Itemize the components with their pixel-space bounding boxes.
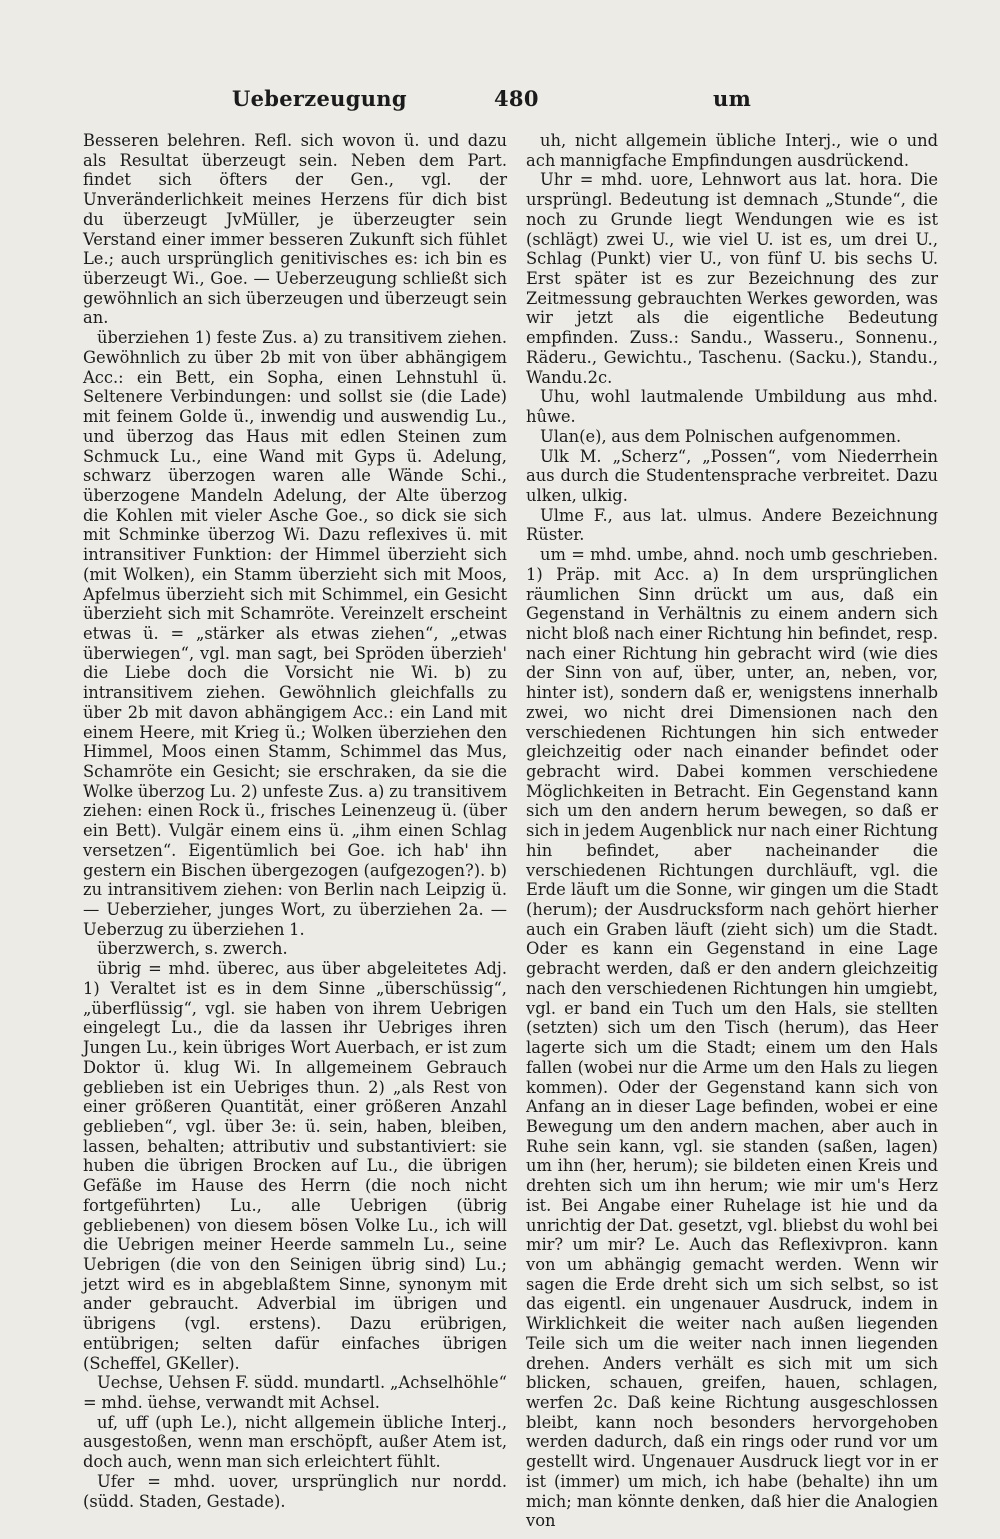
entry-ulme: Ulme F., aus lat. ulmus. Andere Bezeichnung Rüster. xyxy=(526,505,938,545)
left-column xyxy=(83,131,507,1511)
header-left-keyword: Ueberzeugung xyxy=(232,86,407,111)
entry-ufer: Ufer = mhd. uover, ursprünglich nur nordd. (südd. Staden, Gestade). xyxy=(83,1471,507,1511)
header-right-keyword: um xyxy=(713,86,752,111)
entry-uh: uh, nicht allgemein übliche Interj., wie o und ach mannigfache Empfindungen ausdrückend. xyxy=(526,131,938,170)
entry-continuation: Besseren belehren. Refl. sich wovon ü. und dazu als Resultat überzeugt sein. Neben dem Part. findet sich öfters der Gen., vgl. der Unveränderlichkeit meines Herzens für dich bist du überzeugt JvMüller, je überzeugter sein Verstand einer immer besseren Zukunft sich fühlet Le.; auch ursprünglich genitivisches es: ich bin es überzeugt Wi., Goe. — Ueberzeugung schließt sich gewöhnlich an sich überzeugen und überzeugt sein an. xyxy=(83,131,507,328)
entry-uhr: Uhr = mhd. uore, Lehnwort aus lat. hora. Die ursprüngl. Bedeutung ist demnach „Stunde“, die noch zu Grunde liegt Wendungen wie es ist (schlägt) zwei U., wie viel U. ist es, um drei U., Schlag (Punkt) vier U., von fünf U. bis sechs U. Erst später ist es zur Bezeichnung des zur Zeitmessung gebrauchten Werkes geworden, was wir jetzt als die eigentliche Bedeutung empfinden. Zuss.: Sandu., Wasseru., Sonnenu., Räderu., Gewichtu., Taschenu. (Sacku.), Standu., Wandu.2c. xyxy=(526,170,938,387)
running-header xyxy=(0,86,1000,116)
entry-ueberziehen: überziehen 1) feste Zus. a) zu transitivem ziehen. Gewöhnlich zu über 2b mit von über abhängigem Acc.: ein Bett, ein Sopha, einen Lehnstuhl ü. Seltenere Verbindungen: und sollst sie (die Lade) mit feinem Golde ü., inwendig und auswendig Lu., und überzog das Haus mit edlen Steinen zum Schmuck Lu., eine Wand mit Gyps ü. Adelung, schwarz überzogen waren alle Wände Schi., überzogene Mandeln Adelung, der Alte überzog die Kohlen mit vieler Asche Goe., so dick sie sich mit Schminke überzog Wi. Dazu reflexives ü. mit intransitiver Funktion: der Himmel überzieht sich (mit Wolken), ein Stamm überzieht sich mit Moos, Apfelmus überzieht sich mit Schimmel, ein Gesicht überzieht sich mit Schamröte. Vereinzelt erscheint etwas ü. = „stärker als etwas ziehen“, „etwas überwiegen“, vgl. man sagt, bei Spröden überzieh' die Liebe doch die Vorsicht nie Wi. b) zu intransitivem ziehen. Gewöhnlich gleichfalls zu über 2b mit davon abhängigem Acc.: ein Land mit einem Heere, mit Krieg ü.; Wolken überziehen den Himmel, Moos einen Stamm, Schimmel das Mus, Schamröte ein Gesicht; sie erschraken, da sie die Wolke überzog Lu. 2) unfeste Zus. a) zu transitivem ziehen: einen Rock ü., frisches Leinenzeug ü. (über ein Bett). Vulgär einem eins ü. „ihm einen Schlag versetzen“. Eigentümlich bei Goe. ich hab' ihn gestern ein Bischen übergezogen (aufgezogen?). b) zu intransitivem ziehen: von Berlin nach Leipzig ü. — Ueberzieher, junges Wort, zu überziehen 2a. — Ueberzug zu überziehen 1. xyxy=(83,328,507,939)
page-number: 480 xyxy=(494,86,539,111)
right-column xyxy=(526,131,938,1531)
entry-ueberzwerch: überzwerch, s. zwerch. xyxy=(97,939,288,959)
entry-ulk: Ulk M. „Scherz“, „Possen“, vom Niederrhein aus durch die Studentensprache verbreitet. Dazu ulken, ulkig. xyxy=(526,446,938,505)
entry-um: um = mhd. umbe, ahnd. noch umb geschrieben. 1) Präp. mit Acc. a) In dem ursprünglichen räumlichen Sinn drückt um aus, daß ein Gegenstand in Verhältnis zu einem andern sich nicht bloß nach einer Richtung hin befindet, resp. nach einer Richtung hin gebracht wird (wie dies der Sinn von auf, über, unter, an, neben, vor, hinter ist), sondern daß er, wenigstens innerhalb zwei, wo nicht drei Dimensionen nach den verschiedenen Richtungen hin sich entweder gleichzeitig oder nach einander befindet oder gebracht wird. Dabei kommen verschiedene Möglichkeiten in Betracht. Ein Gegenstand kann sich um den andern herum bewegen, so daß er sich in jedem Augenblick nur nach einer Richtung hin befindet, aber nacheinander die verschiedenen Richtungen durchläuft, vgl. die Erde läuft um die Sonne, wir gingen um die Stadt (herum); der Ausdrucksform nach gehört hierher auch ein Graben läuft (zieht sich) um die Stadt. Oder es kann ein Gegenstand in eine Lage gebracht werden, daß er den andern gleichzeitig nach den verschiedenen Richtungen hin umgiebt, vgl. er band ein Tuch um den Hals, sie stellten (setzten) sich um den Tisch (herum), das Heer lagerte sich um die Stadt; einem um den Hals fallen (wobei nur die Arme um den Hals zu liegen kommen). Oder der Gegenstand kann sich von Anfang an in dieser Lage befinden, wobei er eine Bewegung um den andern machen, aber auch in Ruhe sein kann, vgl. sie standen (saßen, lagen) um ihn (her, herum); sie bildeten einen Kreis und drehten sich um ihn herum; wie mir um's Herz ist. Bei Angabe einer Ruhelage ist hie und da unrichtig der Dat. gesetzt, vgl. bliebst du wohl bei mir? um mir? Le. Auch das Reflexivpron. kann von um abhängig gemacht werden. Wenn wir sagen die Erde dreht sich um sich selbst, so ist das eigentl. ein ungenauer Ausdruck, indem in Wirklichkeit die weiter nach außen liegenden Teile sich um die weiter nach innen liegenden drehen. Anders verhält es sich mit um sich blicken, schauen, greifen, hauen, schlagen, werfen 2c. Daß keine Richtung ausgeschlossen bleibt, kann noch besonders hervorgehoben werden dadurch, daß ein rings oder rund vor um gestellt wird. Ungenauer Ausdruck liegt vor in er ist (immer) um mich, ich habe (behalte) ihn um mich; man könnte denken, daß hier die Analogien von xyxy=(526,545,938,1531)
entry-ulan: Ulan(e), aus dem Polnischen aufgenommen. xyxy=(540,426,902,446)
entry-uechse: Uechse, Uehsen F. südd. mundartl. „Achselhöhle“ = mhd. üehse, verwandt mit Achsel. xyxy=(83,1373,507,1412)
entry-uebrig: übrig = mhd. überec, aus über abgeleitetes Adj. 1) Veraltet ist es in dem Sinne „überschüssig“, „überflüssig“, vgl. sie haben von ihrem Uebrigen eingelegt Lu., die da lassen ihr Uebriges ihren Jungen Lu., kein übriges Wort Auerbach, er ist zum Doktor ü. klug Wi. In allgemeinem Gebrauch geblieben ist ein Uebriges thun. 2) „als Rest von einer größeren Quantität, einer größeren Anzahl geblieben“, vgl. über 3e: ü. sein, haben, bleiben, lassen, behalten; attributiv und substantiviert: sie huben die übrigen Brocken auf Lu., die übrigen Gefäße im Hause des Herrn (die noch nicht fortgeführten) Lu., alle Uebrigen (übrig gebliebenen) von diesem bösen Volke Lu., ich will die Uebrigen meiner Heerde sammeln Lu., seine Uebrigen (die von den Seinigen übrig sind) Lu.; jetzt wird es in abgeblaßtem Sinne, synonym mit ander gebraucht. Adverbial im übrigen und übrigens (vgl. erstens). Dazu erübrigen, entübrigen; selten dafür einfaches übrigen (Scheffel, GKeller). xyxy=(83,959,507,1373)
entry-uhu: Uhu, wohl lautmalende Umbildung aus mhd. hûwe. xyxy=(526,387,938,427)
entry-uf: uf, uff (uph Le.), nicht allgemein übliche Interj., ausgestoßen, wenn man erschöpft, außer Atem ist, doch auch, wenn man sich erleichtert fühlt. xyxy=(83,1412,507,1472)
